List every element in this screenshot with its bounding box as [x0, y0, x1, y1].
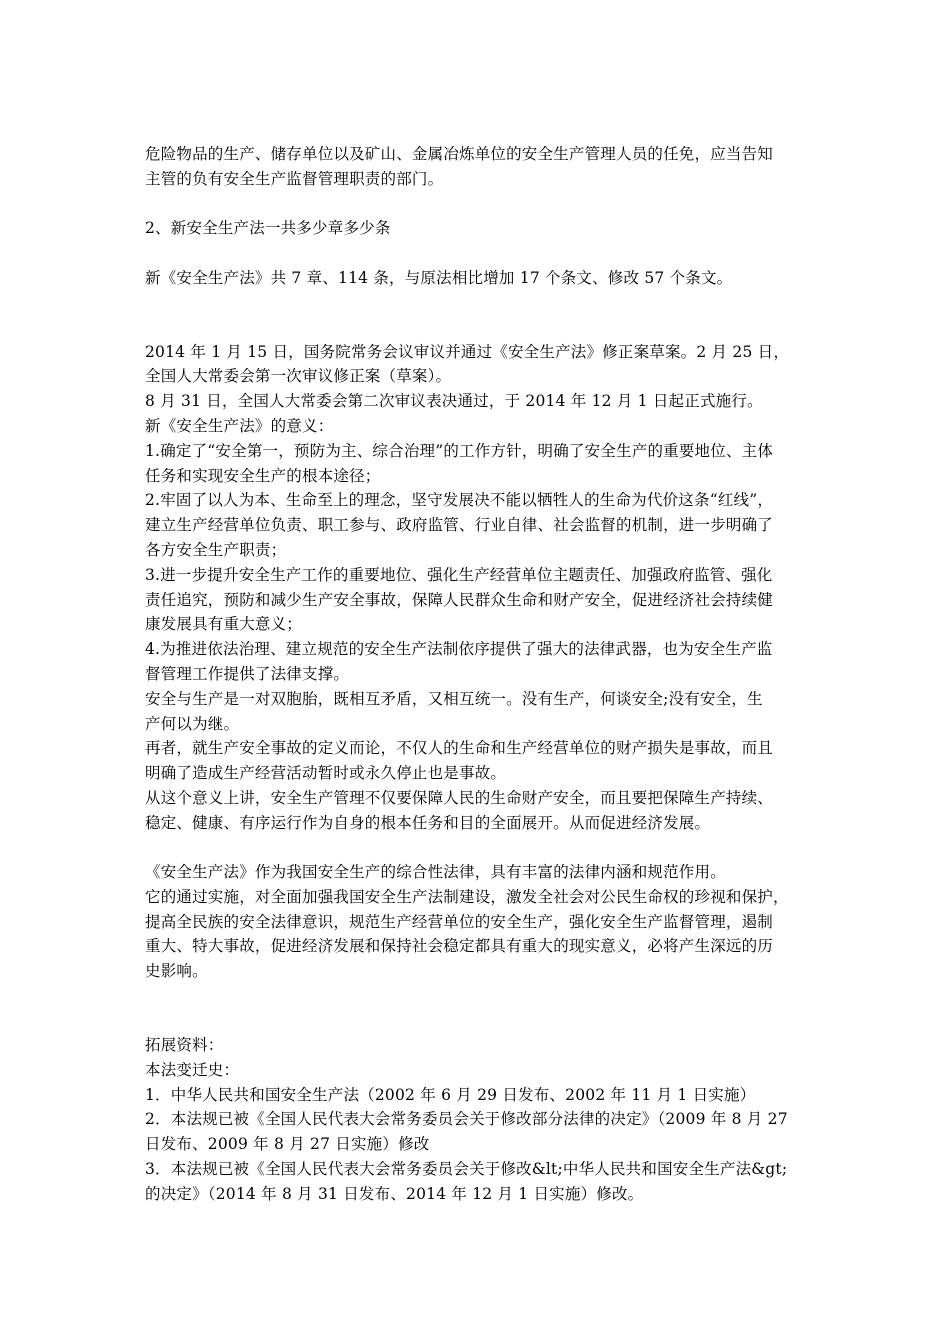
text-line: 2014 年 1 月 15 日，国务院常务会议审议并通过《安全生产法》修正案草案。2 月 25 日，: [145, 343, 790, 361]
text-line: 再者，就生产安全事故的定义而论，不仅人的生命和生产经营单位的财产损失是事故，而且: [145, 739, 774, 757]
text-line: 3.进一步提升安全生产工作的重要地位、强化生产经营单位主题责任、加强政府监管、强化: [145, 566, 773, 584]
text-line: 本法变迁史：: [145, 1061, 240, 1079]
text-line: 建立生产经营单位负责、职工参与、政府监管、行业自律、社会监督的机制，进一步明确了: [145, 516, 774, 534]
text-line: 安全与生产是一对双胞胎，既相互矛盾，又相互统一。没有生产，何谈安全;没有安全，生: [145, 690, 763, 708]
text-line: 《安全生产法》作为我国安全生产的综合性法律，具有丰富的法律内涵和规范作用。: [145, 863, 726, 881]
text-line: 1.确定了“安全第一，预防为主、综合治理”的工作方针，明确了安全生产的重要地位、主体: [145, 442, 774, 460]
text-line: 新《安全生产法》共 7 章、114 条，与原法相比增加 17 个条文、修改 57 个条文。: [145, 269, 733, 287]
text-line: 它的通过实施，对全面加强我国安全生产法制建设，激发全社会对公民生命权的珍视和保护，: [145, 888, 789, 906]
text-line: 重大、特大事故，促进经济发展和保持社会稳定都具有重大的现实意义，必将产生深远的历: [145, 937, 774, 955]
text-line: 明确了造成生产经营活动暂时或永久停止也是事故。: [145, 764, 507, 782]
text-line: 2.牢固了以人为本、生命至上的理念，坚守发展决不能以牺牲人的生命为代价这条“红线”，: [145, 491, 774, 509]
section-heading: 2、新安全生产法一共多少章多少条: [145, 219, 391, 237]
text-line: 督管理工作提供了法律支撑。: [145, 665, 350, 683]
text-line: 的决定》（2014 年 8 月 31 日发布、2014 年 12 月 1 日实施）修改。: [145, 1185, 644, 1203]
text-line: 全国人大常委会第一次审议修正案（草案）。: [145, 367, 452, 385]
text-line: 史影响。: [145, 962, 208, 980]
text-line: 产何以为继。: [145, 715, 240, 733]
text-line: 危险物品的生产、储存单位以及矿山、金属冶炼单位的安全生产管理人员的任免，应当告知: [145, 145, 774, 163]
text-line: 拓展资料：: [145, 1036, 224, 1054]
text-line: 各方安全生产职责；: [145, 541, 287, 559]
text-line: 提高全民族的安全法律意识，规范生产经营单位的安全生产，强化安全生产监督管理，遏制: [145, 913, 774, 931]
list-item: 2．本法规已被《全国人民代表大会常务委员会关于修改部分法律的决定》（2009 年 8 月 27: [145, 1110, 788, 1128]
list-item: 3．本法规已被《全国人民代表大会常务委员会关于修改&lt;中华人民共和国安全生产法&gt;: [145, 1160, 788, 1178]
text-line: 从这个意义上讲，安全生产管理不仅要保障人民的生命财产安全，而且要把保障生产持续、: [145, 789, 774, 807]
text-line: 任务和实现安全生产的根本途径；: [145, 467, 381, 485]
text-line: 日发布、2009 年 8 月 27 日实施）修改: [145, 1135, 430, 1153]
text-line: 主管的负有安全生产监督管理职责的部门。: [145, 170, 444, 188]
text-line: 4.为推进依法治理、建立规范的安全生产法制依序提供了强大的法律武器，也为安全生产监: [145, 640, 773, 658]
text-line: 责任追究，预防和减少生产安全事故，保障人民群众生命和财产安全，促进经济社会持续健: [145, 591, 774, 609]
text-line: 8 月 31 日，全国人大常委会第二次审议表决通过，于 2014 年 12 月 1 日起正式施行。: [145, 392, 763, 410]
text-line: 康发展具有重大意义；: [145, 615, 303, 633]
text-line: 新《安全生产法》的意义：: [145, 417, 334, 435]
list-item: 1．中华人民共和国安全生产法（2002 年 6 月 29 日发布、2002 年 11 月 1 日实施）: [145, 1086, 756, 1104]
text-line: 稳定、健康、有序运行作为自身的根本任务和目的全面展开。从而促进经济发展。: [145, 814, 711, 832]
